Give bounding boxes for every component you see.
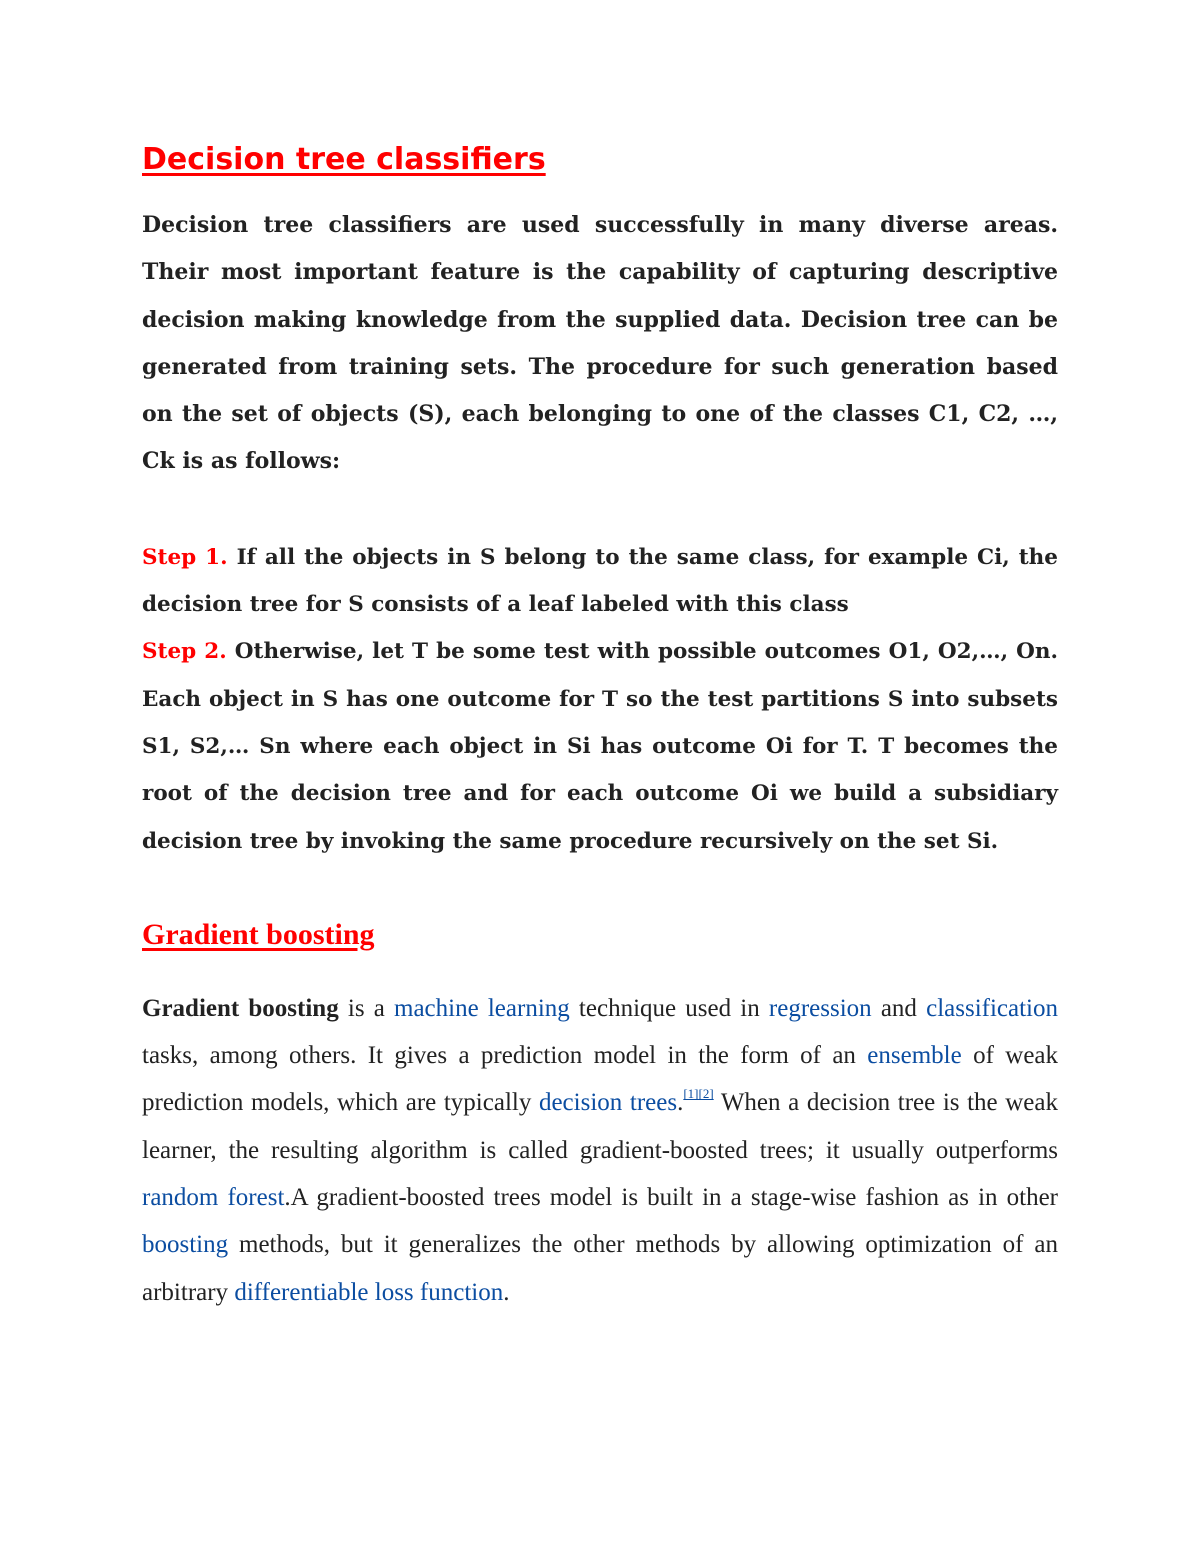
gradient-boosting-term: Gradient boosting bbox=[142, 994, 339, 1022]
link-regression[interactable]: regression bbox=[768, 994, 872, 1022]
link-classification[interactable]: classification bbox=[926, 994, 1058, 1022]
text-run: and bbox=[871, 994, 927, 1022]
citation-1[interactable]: [1] bbox=[683, 1086, 699, 1102]
citation-2[interactable]: [2] bbox=[698, 1086, 714, 1102]
link-boosting[interactable]: boosting bbox=[142, 1231, 229, 1259]
text-run: technique used in bbox=[569, 994, 769, 1022]
step-2-text: Otherwise, let T be some test with possible outcomes O1, O2,…, On. Each object in S has one outcome for T so the test partitions S into subsets S1, S2,… Sn where each object in Si has outcome Oi for T. T becomes the root of the decision tree and for each outcome Oi we build a subsidiary decision tree by invoking the same procedure recursively on the set Si. bbox=[142, 639, 1058, 854]
text-run: .A gradient-boosted trees model is built in a stage-wise fashion as in other bbox=[284, 1184, 1058, 1212]
text-run: tasks, among others. It gives a prediction model in the form of an bbox=[142, 1042, 868, 1070]
text-run: is a bbox=[338, 994, 394, 1022]
spacer bbox=[142, 486, 1058, 534]
text-run: . bbox=[677, 1089, 684, 1117]
decision-tree-heading: Decision tree classifiers bbox=[142, 142, 546, 177]
text-run: methods, but it generalizes the other methods by allowing optimization of an arbitrary bbox=[142, 1231, 1058, 1306]
link-differentiable-loss-function[interactable]: differentiable loss function bbox=[234, 1278, 504, 1306]
spacer bbox=[142, 865, 1058, 915]
gradient-boosting-paragraph bbox=[142, 985, 1058, 1316]
document-content bbox=[142, 138, 1058, 1316]
link-decision-trees[interactable]: decision trees bbox=[538, 1089, 678, 1117]
text-run: . bbox=[503, 1278, 510, 1306]
text-run: When a decision tree is the weak learner, the resulting algorithm is called gradient-boosted trees; it usually outperforms bbox=[142, 1089, 1058, 1164]
step-1-label: Step 1. bbox=[142, 544, 228, 570]
decision-tree-intro-paragraph: Decision tree classifiers are used successfully in many diverse areas. Their most important feature is the capability of capturing descriptive decision making knowledge from the supplied data. Decision tree can be generated from training sets. The procedure for such generation based on the set of objects (S), each belonging to one of the classes C1, C2, …, Ck is as follows: bbox=[142, 212, 1058, 475]
link-random-forest[interactable]: random forest bbox=[142, 1184, 285, 1212]
link-machine-learning[interactable]: machine learning bbox=[394, 994, 570, 1022]
link-ensemble[interactable]: ensemble bbox=[867, 1042, 962, 1070]
step-1-text: If all the objects in S belong to the same class, for example Ci, the decision tree for S consists of a leaf labeled with this class bbox=[142, 544, 1058, 618]
gradient-boosting-heading: Gradient boosting bbox=[142, 917, 375, 951]
step-2-label: Step 2. bbox=[142, 639, 227, 665]
text-run: of weak prediction models, which are typically bbox=[142, 1042, 1059, 1117]
step-2-paragraph bbox=[142, 628, 1058, 864]
step-1-paragraph bbox=[142, 534, 1058, 629]
